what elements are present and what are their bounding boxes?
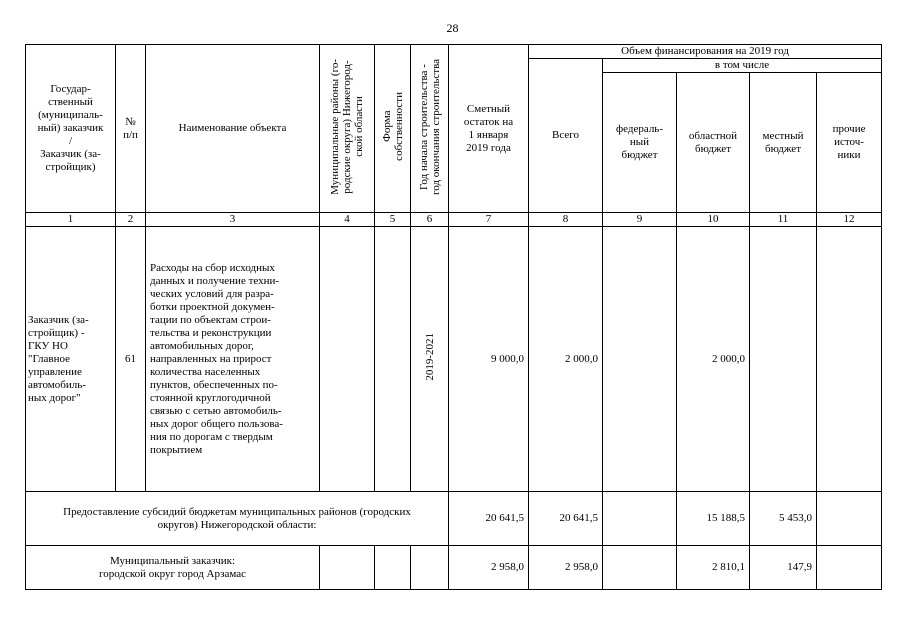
col-number: 6 — [411, 213, 449, 227]
row61-ownership — [375, 227, 411, 492]
subsidy-other — [817, 492, 882, 546]
row61-description: Расходы на сбор исходных данных и получение техни- ческих условий для разра- ботки проектной докумен- тации по объектам строи- тельства и реконструкции автомобильных дорог, направленных на прирост количества населенных пунктов, обеспеченных по- стоянной круглогодичной связью с сетью автомобиль- ных дорог общего пользова- ния по дорогам с твердым покрытием — [146, 227, 320, 492]
arzamas-ownership — [375, 546, 411, 590]
col-number: 12 — [817, 213, 882, 227]
row61-federal — [603, 227, 677, 492]
header-including: в том числе — [603, 59, 882, 73]
arzamas-regional: 2 810,1 — [677, 546, 750, 590]
row61-districts — [320, 227, 375, 492]
page-number: 28 — [446, 21, 459, 35]
table-row-arzamas — [26, 546, 882, 590]
col-number: 3 — [146, 213, 320, 227]
arzamas-other — [817, 546, 882, 590]
col-number: 4 — [320, 213, 375, 227]
header-ownership: Форма собственности — [375, 45, 411, 213]
row61-num: 61 — [116, 227, 146, 492]
column-numbers-row — [26, 213, 882, 227]
header-local: местный бюджет — [750, 73, 817, 213]
header-years: Год начала строительства - год окончания строительства — [411, 45, 449, 213]
row61-customer: Заказчик (за- стройщик) - ГКУ НО "Главное управление автомобиль- ных дорог" — [26, 227, 116, 492]
header-total: Всего — [529, 59, 603, 213]
header-districts: Муниципальные районы (го- родские округа) Нижегород- ской области — [320, 45, 375, 213]
arzamas-total: 2 958,0 — [529, 546, 603, 590]
header-other: прочие источ- ники — [817, 73, 882, 213]
row61-other — [817, 227, 882, 492]
col-number: 2 — [116, 213, 146, 227]
financing-table — [25, 44, 882, 590]
table-row-subsidies — [26, 492, 882, 546]
header-federal: федераль- ный бюджет — [603, 73, 677, 213]
arzamas-federal — [603, 546, 677, 590]
arzamas-label: Муниципальный заказчик: городской округ город Арзамас — [26, 546, 320, 590]
row61-years: 2019-2021 — [411, 227, 449, 492]
subsidy-local: 5 453,0 — [750, 492, 817, 546]
arzamas-remainder: 2 958,0 — [449, 546, 529, 590]
row61-regional: 2 000,0 — [677, 227, 750, 492]
col-number: 1 — [26, 213, 116, 227]
header-object-name: Наименование объекта — [146, 45, 320, 213]
subsidy-total: 20 641,5 — [529, 492, 603, 546]
col-number: 5 — [375, 213, 411, 227]
table-row-61 — [26, 227, 882, 492]
row61-remainder: 9 000,0 — [449, 227, 529, 492]
col-number: 11 — [750, 213, 817, 227]
subsidy-remainder: 20 641,5 — [449, 492, 529, 546]
subsidy-regional: 15 188,5 — [677, 492, 750, 546]
header-regional: областной бюджет — [677, 73, 750, 213]
subsidy-label: Предоставление субсидий бюджетам муниципальных районов (городских округов) Нижегородской области: — [26, 492, 449, 546]
col-number: 8 — [529, 213, 603, 227]
row61-total: 2 000,0 — [529, 227, 603, 492]
row61-local — [750, 227, 817, 492]
header-customer: Государ- ственный (муниципаль- ный) заказчик / Заказчик (за- стройщик) — [26, 45, 116, 213]
header-num: № п/п — [116, 45, 146, 213]
arzamas-districts — [320, 546, 375, 590]
header-estimated-remainder: Сметный остаток на 1 января 2019 года — [449, 45, 529, 213]
arzamas-years — [411, 546, 449, 590]
arzamas-local: 147,9 — [750, 546, 817, 590]
col-number: 7 — [449, 213, 529, 227]
col-number: 10 — [677, 213, 750, 227]
header-financing-volume: Объем финансирования на 2019 год — [529, 45, 882, 59]
subsidy-federal — [603, 492, 677, 546]
col-number: 9 — [603, 213, 677, 227]
